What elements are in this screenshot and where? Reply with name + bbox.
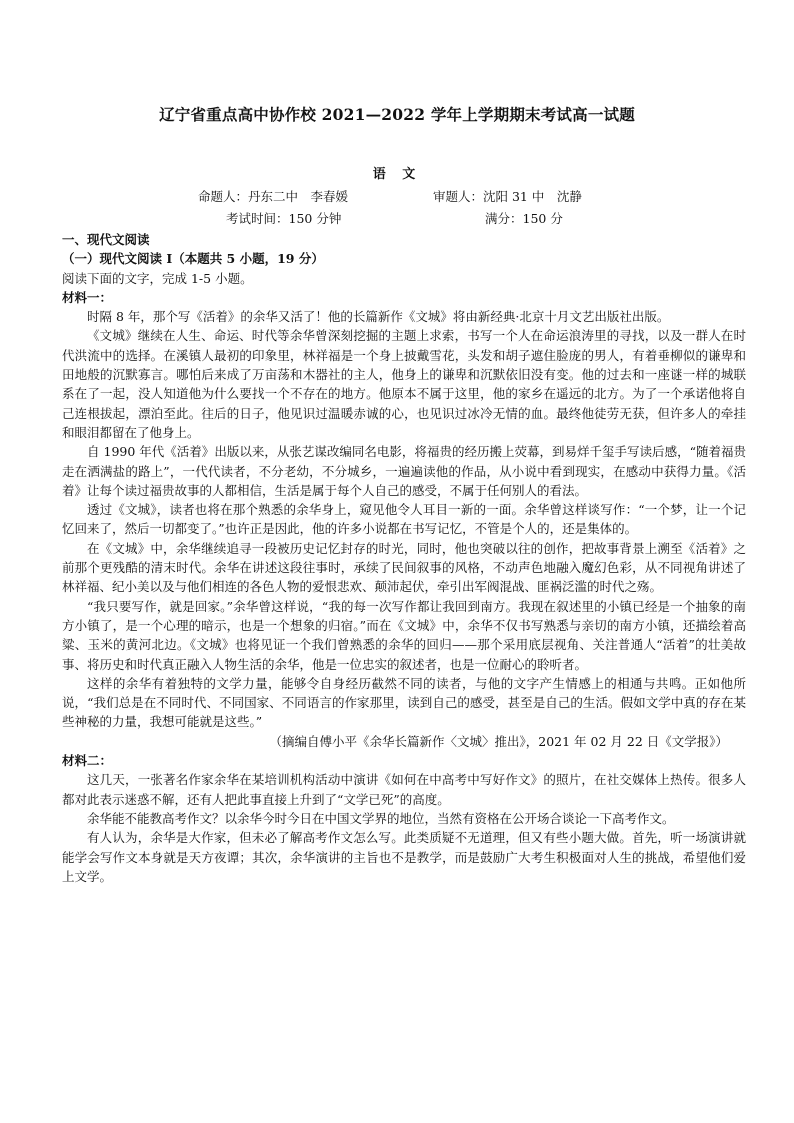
material-1-label: 材料一： <box>62 289 113 305</box>
reviewer-info: 审题人：沈阳 31 中 沈静 <box>433 189 582 204</box>
material-1-paragraph: 自 1990 年代《活着》出版以来，从张艺谋改编同名电影，将福贵的经历搬上荧幕，到易烊千玺手写读后感，“随着福贵走在洒满盐的路上”，一代代读者，不分老幼，不分城乡，一遍遍读他的作品，从小说中看到现实，在感动中获得力量。《活着》让每个读过福贵故事的人都相信，生活是属于每个人自己的感受，不属于任何别人的看法。 <box>62 444 746 498</box>
sub-section-heading: （一）现代文阅读 I（本题共 5 小题，19 分） <box>62 251 324 267</box>
full-score: 满分：150 分 <box>485 211 563 226</box>
material-1-paragraph: 在《文城》中，余华继续追寻一段被历史记忆封存的时光，同时，他也突破以往的创作，把故事背景上溯至《活着》之前那个更残酷的清末时代。余华在讲述这段往事时，承续了民间叙事的风格，不动声色地融入魔幻色彩，从不同视角讲述了林祥福、纪小美以及与他们相连的各色人物的爱恨悲欢、颠沛起伏，牵引出军阀混战、匪祸泛滥的时代之殇。 <box>62 540 746 595</box>
material-1-source: （摘编自傅小平《余华长篇新作〈文城〉推出》，2021 年 02 月 22 日《文学报》） <box>269 733 728 749</box>
material-2-paragraph: 这几天，一张著名作家余华在某培训机构活动中演讲《如何在中高考中写好作文》的照片，在社交媒体上热传。很多人都对此表示迷惑不解，还有人把此事直接上升到了“文学已死”的高度。 <box>62 772 746 807</box>
reading-instruction: 阅读下面的文字，完成 1-5 小题。 <box>62 270 253 286</box>
material-1-paragraph: 时隔 8 年，那个写《活着》的余华又活了！他的长篇新作《文城》将由新经典·北京十月文艺出版社出版。 <box>87 309 670 325</box>
exam-content <box>62 230 746 886</box>
subject-label: 语 文 <box>372 167 422 182</box>
material-1-paragraph: 透过《文城》，读者也将在那个熟悉的余华身上，窥见他令人耳目一新的一面。余华曾这样谈写作：“一个梦，让一个记忆回来了，然后一切都变了。”也许正是因此，他的许多小说都在书写记忆，不管是个人的，还是集体的。 <box>62 502 746 537</box>
material-2-paragraph: 余华能不能教高考作文？以余华今时今日在中国文学界的地位，当然有资格在公开场合谈论一下高考作文。 <box>87 810 675 826</box>
exam-time: 考试时间：150 分钟 <box>226 211 342 226</box>
material-2-label: 材料二： <box>62 753 113 769</box>
exam-title: 辽宁省重点高中协作校 2021—2022 学年上学期期末考试高一试题 <box>159 105 635 124</box>
material-1-paragraph: 《文城》继续在人生、命运、时代等余华曾深刻挖掘的主题上求索，书写一个人在命运浪涛里的寻找，以及一群人在时代洪流中的选择。在溪镇人最初的印象里，林祥福是一个身上披戴雪花，头发和胡子遮住脸庞的男人，有着垂柳似的谦卑和田地般的沉默寡言。哪怕后来成了万亩荡和木器社的主人，他身上的谦卑和沉默依旧没有变。他的过去和一座谜一样的城联系在了一起，没人知道他为什么要找一个不存在的地方。他原本不属于这里，他的家乡在遥远的北方。为了一个承诺他将自己连根拔起，漂泊至此。往后的日子，他见识过温暖赤诚的心，也见识过冰冷无情的血。最终他徒劳无获，但许多人的牵挂和眼泪都留在了他身上。 <box>62 328 746 440</box>
setter-info: 命题人：丹东二中 李春媛 <box>198 189 349 204</box>
material-2-paragraph: 有人认为，余华是大作家，但未必了解高考作文怎么写。此类质疑不无道理，但又有些小题大做。首先，听一场演讲就能学会写作文本身就是天方夜谭；其次，余华演讲的主旨也不是教学，而是鼓励广大考生积极面对人生的挑战，希望他们爱上文学。 <box>62 830 746 884</box>
material-1-paragraph: “我只要写作，就是回家。”余华曾这样说，“我的每一次写作都让我回到南方。我现在叙述里的小镇已经是一个抽象的南方小镇了，是一个心理的暗示，也是一个想象的归宿。”而在《文城》中，余华不仅书写熟悉与亲切的南方小镇，还描绘着高粱、玉米的黄河北边。《文城》也将见证一个我们曾熟悉的余华的回归——那个采用底层视角、关注普通人“活着”的壮美故事、将历史和时代真正融入人物生活的余华，他是一位忠实的叙述者，也是一位耐心的聆听者。 <box>62 598 746 672</box>
material-1-paragraph: 这样的余华有着独特的文学力量，能够令自身经历截然不同的读者，与他的文字产生情感上的相通与共鸣。正如他所说，“我们总是在不同时代、不同国家、不同语言的作家那里，读到自己的感受，甚至是自己的生活。假如文学中真的存在某些神秘的力量，我想可能就是这些。” <box>62 675 746 730</box>
section-heading: 一、现代文阅读 <box>62 232 150 247</box>
